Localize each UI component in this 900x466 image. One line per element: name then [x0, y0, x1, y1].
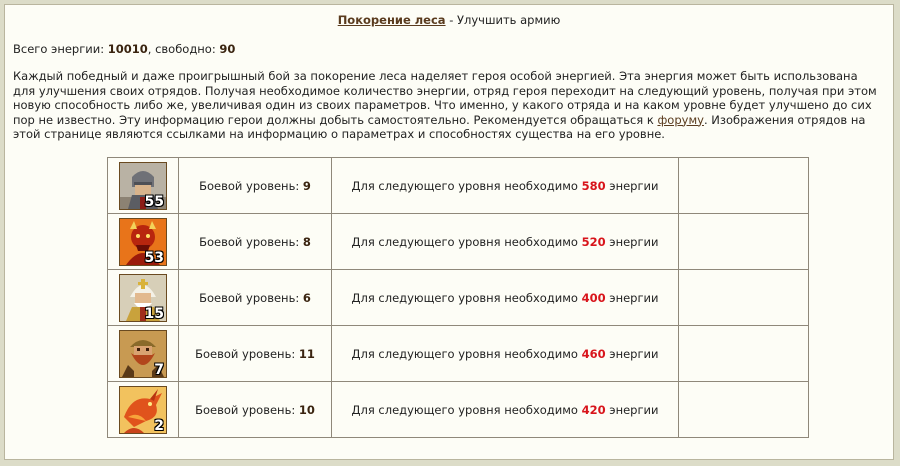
- description-part-2: . Изображения отрядов на этой странице являются ссылками на информацию о параметрах и способностях существа на его уровне.: [13, 112, 866, 141]
- energy-need-value: 420: [581, 402, 606, 417]
- energy-need-value: 460: [581, 346, 606, 361]
- energy-need-label: Для следующего уровня необходимо: [351, 402, 582, 417]
- dragon-icon[interactable]: [119, 386, 167, 434]
- level-label: Боевой уровень:: [199, 290, 303, 305]
- energy-need-unit: энергии: [605, 290, 659, 305]
- unit-level-cell: [179, 270, 332, 326]
- level-label: Боевой уровень:: [195, 402, 299, 417]
- unit-count: 15: [144, 305, 164, 322]
- unit-image-cell: [108, 382, 179, 438]
- level-label: Боевой уровень:: [199, 178, 303, 193]
- page-title: [5, 12, 893, 28]
- priest-icon[interactable]: [119, 274, 167, 322]
- unit-level-cell: [179, 326, 332, 382]
- energy-total-value: 10010: [107, 42, 148, 56]
- level-value: 6: [302, 290, 311, 305]
- armored-soldier-icon[interactable]: [119, 162, 167, 210]
- energy-total-label: Всего энергии:: [13, 42, 108, 56]
- energy-need-value: 520: [581, 234, 606, 249]
- energy-need-value: 400: [581, 290, 606, 305]
- unit-extra-cell: [679, 326, 809, 382]
- table-row: [108, 158, 809, 214]
- table-row: [108, 382, 809, 438]
- unit-energy-cell: [332, 382, 679, 438]
- unit-energy-cell: [332, 270, 679, 326]
- unit-level-cell: [179, 214, 332, 270]
- energy-need-unit: энергии: [605, 402, 659, 417]
- unit-image-cell: [108, 158, 179, 214]
- energy-need-label: Для следующего уровня необходимо: [351, 178, 582, 193]
- description-part-1: Каждый победный и даже проигрышный бой за покорение леса наделяет героя особой энергией. Эта энергия может быть использована для улучшения своих отрядов. Получая необходимое количество энергии, отряд героя переходит на следующий уровень, получая при этом новую способность либо же, увеличивая один из своих параметров. Что именно, у какого отряда и на каком уровне будет улучшено до сих пор не известно. Эту информацию герои должны добыть самостоятельно. Рекомендуется обращаться к: [13, 69, 877, 127]
- unit-count: 53: [144, 249, 164, 266]
- unit-energy-cell: [332, 214, 679, 270]
- level-value: 9: [302, 178, 311, 193]
- energy-need-unit: энергии: [605, 346, 659, 361]
- unit-count: 55: [144, 193, 164, 210]
- energy-need-unit: энергии: [605, 234, 659, 249]
- energy-need-label: Для следующего уровня необходимо: [351, 290, 582, 305]
- energy-free-label: , свободно:: [147, 42, 220, 56]
- unit-extra-cell: [679, 158, 809, 214]
- dwarf-warrior-icon[interactable]: [119, 330, 167, 378]
- unit-extra-cell: [679, 382, 809, 438]
- level-value: 8: [302, 234, 311, 249]
- unit-energy-cell: [332, 158, 679, 214]
- energy-free-value: 90: [219, 42, 236, 56]
- level-label: Боевой уровень:: [199, 234, 303, 249]
- table-row: [108, 326, 809, 382]
- level-label: Боевой уровень:: [195, 346, 299, 361]
- army-table: [107, 157, 809, 438]
- page-subtitle: - Улучшить армию: [445, 13, 561, 27]
- unit-image-cell: [108, 214, 179, 270]
- level-value: 10: [298, 402, 315, 417]
- fire-demon-icon[interactable]: [119, 218, 167, 266]
- energy-summary: [13, 41, 235, 57]
- energy-need-label: Для следующего уровня необходимо: [351, 346, 582, 361]
- unit-energy-cell: [332, 326, 679, 382]
- unit-image-cell: [108, 326, 179, 382]
- description-text: [13, 69, 883, 142]
- forest-conquest-link[interactable]: Покорение леса: [337, 13, 446, 27]
- unit-count: 2: [154, 417, 164, 434]
- energy-need-label: Для следующего уровня необходимо: [351, 234, 582, 249]
- forum-link[interactable]: форуму: [657, 112, 704, 127]
- unit-level-cell: [179, 382, 332, 438]
- unit-image-cell: [108, 270, 179, 326]
- energy-need-value: 580: [581, 178, 606, 193]
- table-row: [108, 270, 809, 326]
- level-value: 11: [298, 346, 315, 361]
- table-row: [108, 214, 809, 270]
- energy-need-unit: энергии: [605, 178, 659, 193]
- unit-extra-cell: [679, 214, 809, 270]
- unit-level-cell: [179, 158, 332, 214]
- unit-extra-cell: [679, 270, 809, 326]
- army-upgrade-panel: [4, 4, 894, 460]
- unit-count: 7: [154, 361, 164, 378]
